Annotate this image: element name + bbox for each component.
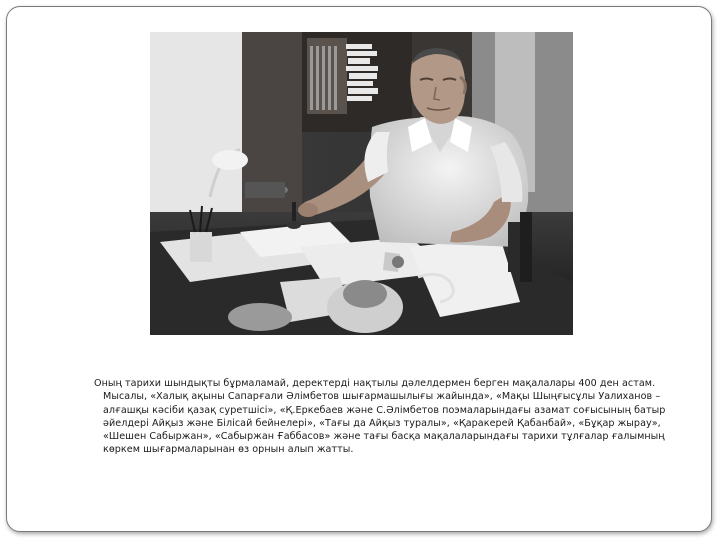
caption-paragraph: Оның тарихи шындықты бұрмаламай, деректерді нақтылы дәлелдермен берген мақалалары 400 ден астам. Мысалы, «Халық ақыны Сапарғали Әлімбетов шығармашылығы жайында», «Мақы Шыңғысұлы Уалиханов – алғашқы кәсіби қазақ суретшісі», «Қ.Еркебаев және С.Әлімбетов поэмаларындағы азамат соғысының батыр әйелдері Айқыз және Білісай бейнелері», «Тағы да Айқыз туралы», «Қаракерей Қабанбай», «Бұқар жырау», «Шешен Сабыржан», «Сабыржан Ғаббасов» және тағы басқа мақалаларындағы тарихи тұлғалар ғалымның көркем шығармаларынан өз орнын алып жатты. <box>94 378 666 456</box>
archival-photo <box>150 32 573 335</box>
